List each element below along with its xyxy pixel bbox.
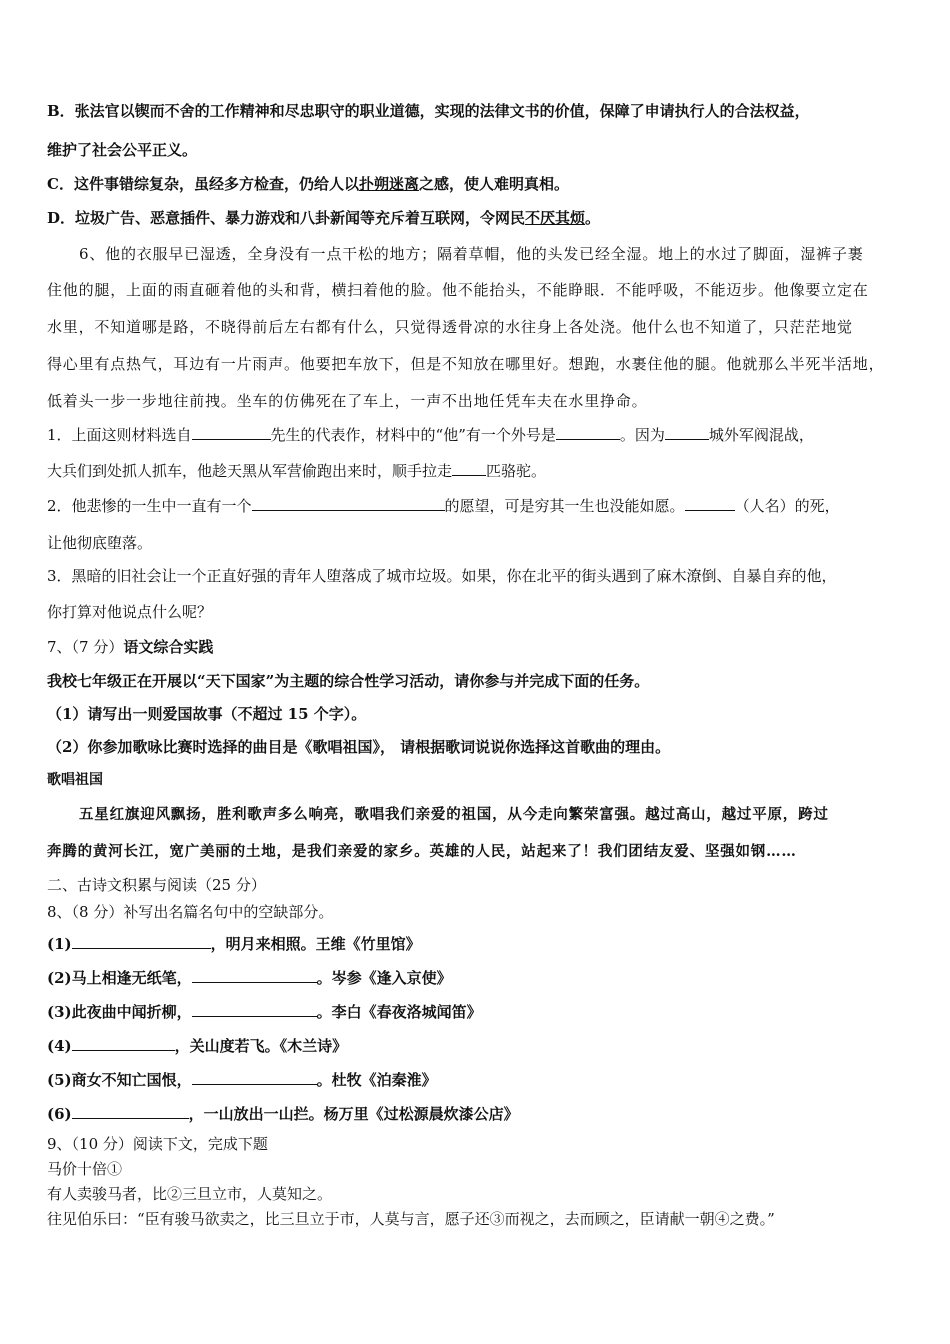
answer-blank[interactable] <box>452 461 486 476</box>
answer-blank[interactable] <box>72 1104 189 1119</box>
q1-text: 匹骆驼。 <box>486 462 547 480</box>
option-d <box>47 208 600 228</box>
q8-item-text: ，一山放出一山拦。杨万里《过松源晨炊漆公店》 <box>188 1105 519 1123</box>
q8-item-text: (4) <box>47 1037 72 1055</box>
passage-line: 有人卖骏马者，比②三旦立市，人莫知之。 <box>47 1185 333 1203</box>
question-2-line2: 让他彻底堕落。 <box>47 534 153 552</box>
passage-6-line: 低着头一步一步地往前拽。坐车的仿佛死在了车上，一声不出地任凭车夫在水里挣命。 <box>47 392 648 410</box>
song-title: 歌唱祖国 <box>47 772 103 788</box>
option-c-text-end: 之感，使人难明真相。 <box>418 175 569 193</box>
option-c-underlined: 扑朔迷离 <box>358 175 419 193</box>
q8-item-text: (2)马上相逢无纸笔， <box>47 969 192 987</box>
q8-item <box>47 1002 482 1022</box>
lyrics-line: 五星红旗迎风飘扬，胜利歌声多么响亮，歌唱我们亲爱的祖国，从今走向繁荣富强。越过高山，越过平原，跨过 <box>79 806 829 823</box>
q1-text: 先生的代表作，材料中的“他”有一个外号是 <box>270 426 556 444</box>
q2-text: 的愿望，可是穷其一生也没能如愿。 <box>444 497 685 515</box>
q8-item-text: 。杜牧《泊秦淮》 <box>316 1071 437 1089</box>
option-b-line2: 维护了社会公平正义。 <box>47 141 198 159</box>
answer-blank[interactable] <box>192 1002 317 1017</box>
q8-item <box>47 1070 437 1090</box>
option-c-text: C．这件事错综复杂，虽经多方检查，仍给人以 <box>47 175 359 193</box>
q8-item <box>47 968 452 988</box>
answer-blank[interactable] <box>685 496 735 511</box>
q8-item-text: (3)此夜曲中闻折柳， <box>47 1003 192 1021</box>
lyrics-line: 奔腾的黄河长江，宽广美丽的土地，是我们亲爱的家乡。英雄的人民，站起来了！我们团结友爱、坚强如钢…… <box>47 843 797 860</box>
q2-text: 2．他悲惨的一生中一直有一个 <box>47 497 252 515</box>
answer-blank[interactable] <box>72 934 211 949</box>
option-d-text-end: 。 <box>585 209 601 227</box>
question-3-line: 你打算对他说点什么呢？ <box>47 603 213 621</box>
passage-6-line: 住他的腿，上面的雨直砸着他的头和背，横扫着他的脸。他不能抬头，不能睁眼．不能呼吸，不能迈步。他像要立定在 <box>47 281 869 299</box>
q8-item-text: ，关山度若飞。《木兰诗》 <box>174 1037 348 1055</box>
question-8-heading: 8、（8 分）补写出名篇名句中的空缺部分。 <box>47 903 334 921</box>
q8-item <box>47 1104 519 1124</box>
option-d-text: D．垃圾广告、恶意插件、暴力游戏和八卦新闻等充斥着互联网，令网民 <box>47 209 526 227</box>
question-9-heading: 9、（10 分）阅读下文，完成下题 <box>47 1135 268 1153</box>
q8-item-text: (5)商女不知亡国恨， <box>47 1071 192 1089</box>
section-2-heading: 二、古诗文积累与阅读（25 分） <box>47 876 266 894</box>
question-7-task-1: （1）请写出一则爱国故事（不超过 15 个字）。 <box>47 705 367 723</box>
question-1-line2 <box>47 461 546 481</box>
answer-blank[interactable] <box>192 968 317 983</box>
option-b-line1: B．张法官以锲而不舍的工作精神和尽忠职守的职业道德，实现的法律文书的价值，保障了申请执行人的合法权益， <box>47 102 810 120</box>
passage-6-line: 得心里有点热气，耳边有一片雨声。他要把车放下，但是不知放在哪里好。想跑，水裹住他的腿。他就那么半死半活地， <box>47 355 885 373</box>
answer-blank[interactable] <box>72 1036 175 1051</box>
q8-item <box>47 934 421 954</box>
option-d-underlined: 不厌其烦 <box>525 209 586 227</box>
passage-line: 往见伯乐曰：“臣有骏马欲卖之，比三旦立于市，人莫与言，愿子还③而视之，去而顾之，臣请献一朝④之费。” <box>47 1210 775 1228</box>
q8-item-text: (1) <box>47 935 72 953</box>
q8-item-text: ，明月来相照。王维《竹里馆》 <box>210 935 421 953</box>
q2-text: （人名）的死， <box>734 497 840 515</box>
question-7-task-2: （2）你参加歌咏比赛时选择的曲目是《歌唱祖国》， 请根据歌词说说你选择这首歌曲的理由。 <box>47 738 671 756</box>
q1-text: 大兵们到处抓人抓车，他趁天黑从军营偷跑出来时，顺手拉走 <box>47 462 453 480</box>
question-7-heading <box>47 637 213 657</box>
q1-text: 。因为 <box>619 426 665 444</box>
question-1-line1 <box>47 425 814 445</box>
q1-text: 1．上面这则材料选自 <box>47 426 192 444</box>
q1-text: 城外军阀混战， <box>708 426 814 444</box>
question-7-intro: 我校七年级正在开展以“天下国家”为主题的综合性学习活动，请你参与并完成下面的任务。 <box>47 672 650 690</box>
passage-title: 马价十倍① <box>47 1160 123 1178</box>
question-3-line: 3．黑暗的旧社会让一个正直好强的青年人堕落成了城市垃圾。如果，你在北平的街头遇到了麻木潦倒、自暴自弃的他， <box>47 567 837 585</box>
option-c <box>47 174 569 194</box>
answer-blank[interactable] <box>556 425 620 440</box>
q8-item-text: (6) <box>47 1105 72 1123</box>
question-2-line1 <box>47 496 840 516</box>
passage-6-line: 6、他的衣服早已湿透，全身没有一点干松的地方；隔着草帽，他的头发已经全湿。地上的水过了脚面，湿裤子裹 <box>79 245 864 263</box>
passage-6-line: 水里，不知道哪是路，不晓得前后左右都有什么，只觉得透骨凉的水往身上各处浇。他什么也不知道了，只茫茫地觉 <box>47 318 853 336</box>
q7-title: 语文综合实践 <box>123 638 214 656</box>
q7-number: 7、（7 分） <box>47 638 124 656</box>
q8-item-text: 。岑参《逢入京使》 <box>316 969 452 987</box>
answer-blank[interactable] <box>192 425 271 440</box>
answer-blank[interactable] <box>665 425 709 440</box>
answer-blank[interactable] <box>252 496 445 511</box>
q8-item <box>47 1036 347 1056</box>
q8-item-text: 。李白《春夜洛城闻笛》 <box>316 1003 482 1021</box>
answer-blank[interactable] <box>192 1070 317 1085</box>
